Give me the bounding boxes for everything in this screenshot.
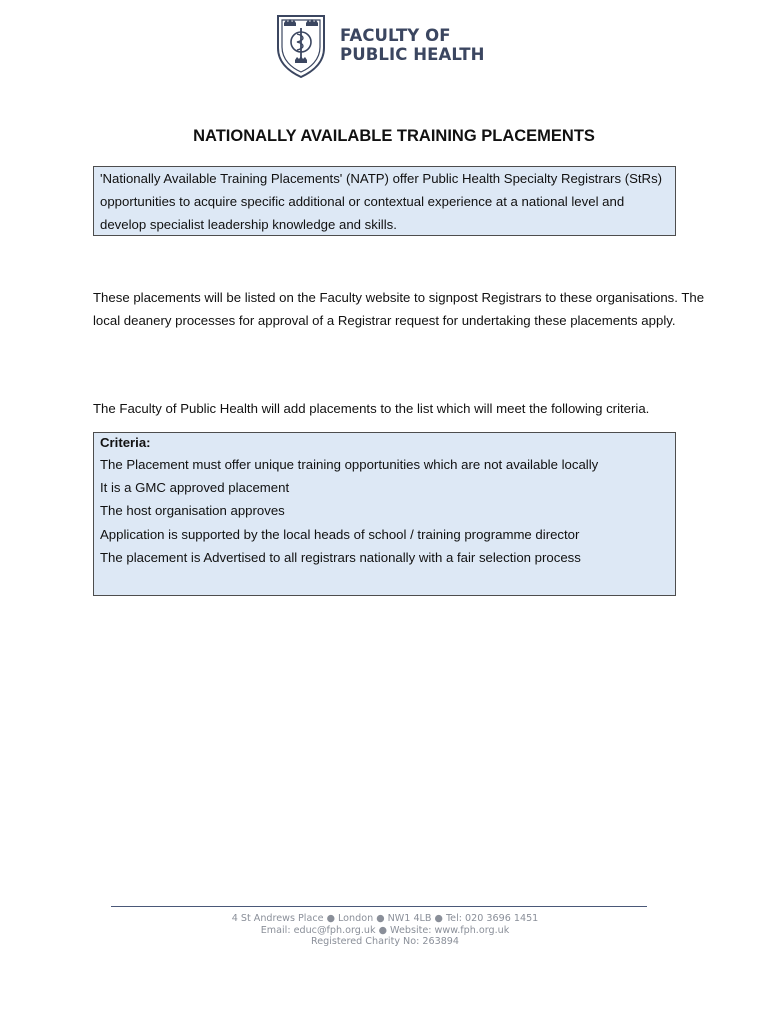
criteria-box [93, 432, 676, 596]
page-title: NATIONALLY AVAILABLE TRAINING PLACEMENTS [193, 127, 595, 145]
org-name-line1: FACULTY OF [340, 26, 451, 45]
criteria-item: It is a GMC approved placement [100, 480, 290, 496]
fph-logo [276, 14, 496, 80]
paragraph-listing: These placements will be listed on the Faculty website to signpost Registrars to these organisations. The local deanery processes for approval of a Registrar request for undertaking these placements apply. [93, 290, 705, 328]
shield-crest-icon [276, 14, 326, 78]
footer-charity: Registered Charity No: 263894 [310, 936, 460, 948]
criteria-heading: Criteria: [100, 435, 151, 450]
criteria-list [100, 453, 669, 569]
org-name [340, 26, 485, 64]
criteria-item: The Placement must offer unique training opportunities which are not available locally [100, 457, 599, 472]
intro-box [93, 166, 676, 236]
org-name-line2: PUBLIC HEALTH [340, 45, 485, 64]
footer-contact: Email: educ@fph.org.uk ● Website: www.fph.org.uk [260, 924, 510, 936]
criteria-item: The host organisation approves [100, 503, 285, 519]
footer-address: 4 St Andrews Place ● London ● NW1 4LB ● Tel: 020 3696 1451 [231, 913, 539, 924]
criteria-item: The placement is Advertised to all registrars nationally with a fair selection process [100, 549, 581, 565]
footer-divider [111, 906, 647, 907]
footer [0, 913, 770, 948]
intro-text: 'Nationally Available Training Placements' (NATP) offer Public Health Specialty Registrars (StRs) opportunities to acquire specific additional or contextual experience at a national level and develop specialist leadership knowledge and skills. [100, 171, 663, 232]
criteria-item: Application is supported by the local heads of school / training programme director [100, 526, 580, 542]
paragraph-criteria-intro: The Faculty of Public Health will add placements to the list which will meet the following criteria. [93, 401, 650, 416]
